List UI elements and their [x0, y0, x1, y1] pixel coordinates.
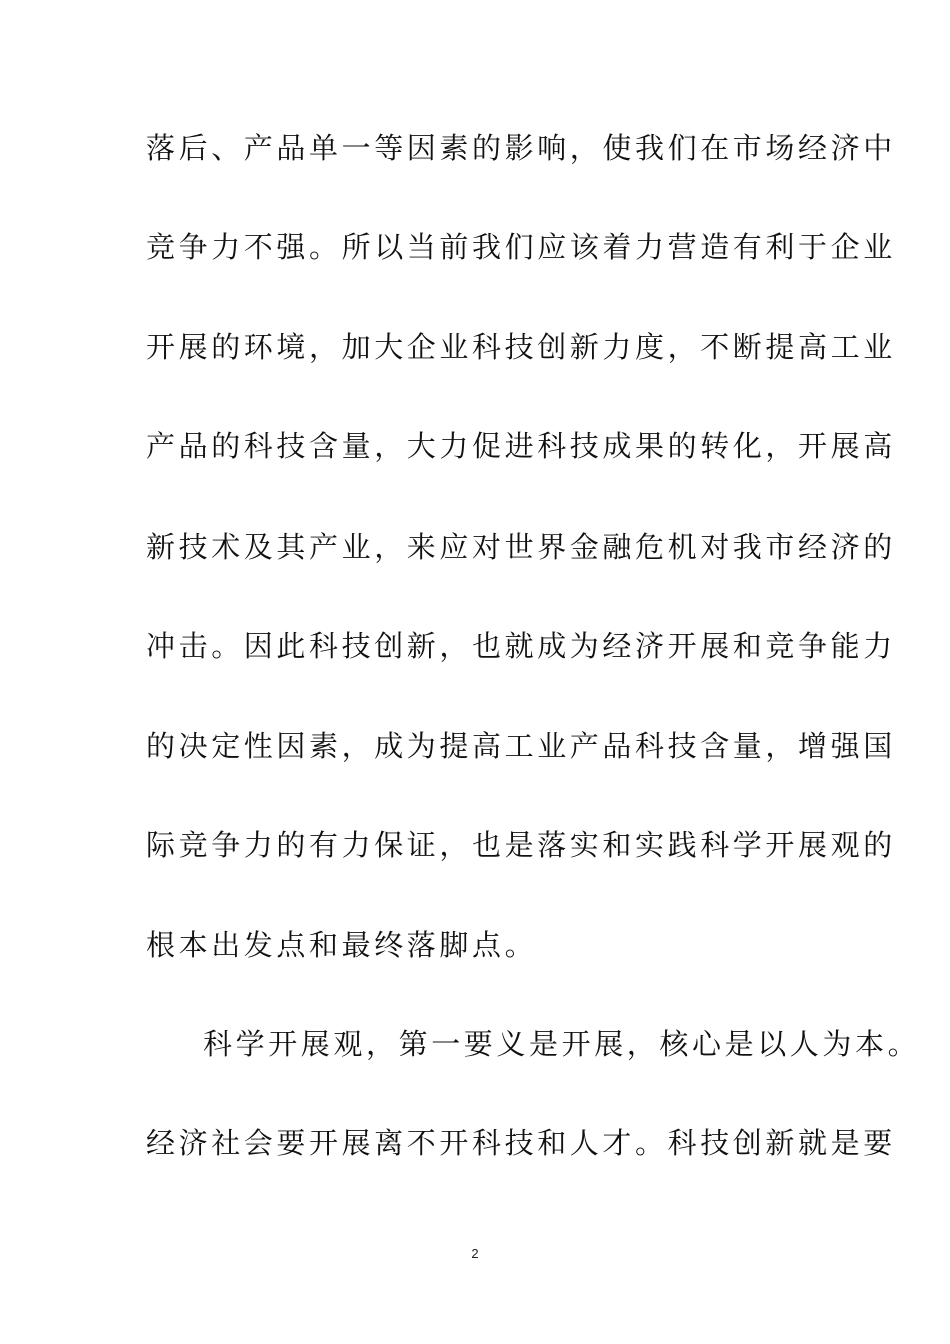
page-number: 2	[471, 1246, 479, 1261]
text-line: 新技术及其产业，来应对世界金融危机对我市经济的	[146, 530, 896, 564]
text-line: 产品的科技含量，大力促进科技成果的转化，开展高	[146, 429, 896, 463]
paragraph-first-line: 科学开展观，第一要义是开展，核心是以人为本。	[203, 1027, 921, 1061]
text-line: 的决定性因素，成为提高工业产品科技含量，增强国	[146, 729, 896, 763]
text-line: 落后、产品单一等因素的影响，使我们在市场经济中	[146, 131, 896, 165]
text-line: 际竞争力的有力保证，也是落实和实践科学开展观的	[146, 828, 896, 862]
text-line: 经济社会要开展离不开科技和人才。科技创新就是要	[146, 1126, 896, 1160]
text-line: 冲击。因此科技创新，也就成为经济开展和竞争能力	[146, 629, 896, 663]
text-line: 开展的环境，加大企业科技创新力度，不断提高工业	[146, 330, 896, 364]
text-line: 根本出发点和最终落脚点。	[146, 928, 538, 962]
text-line: 竞争力不强。所以当前我们应该着力营造有利于企业	[146, 230, 896, 264]
